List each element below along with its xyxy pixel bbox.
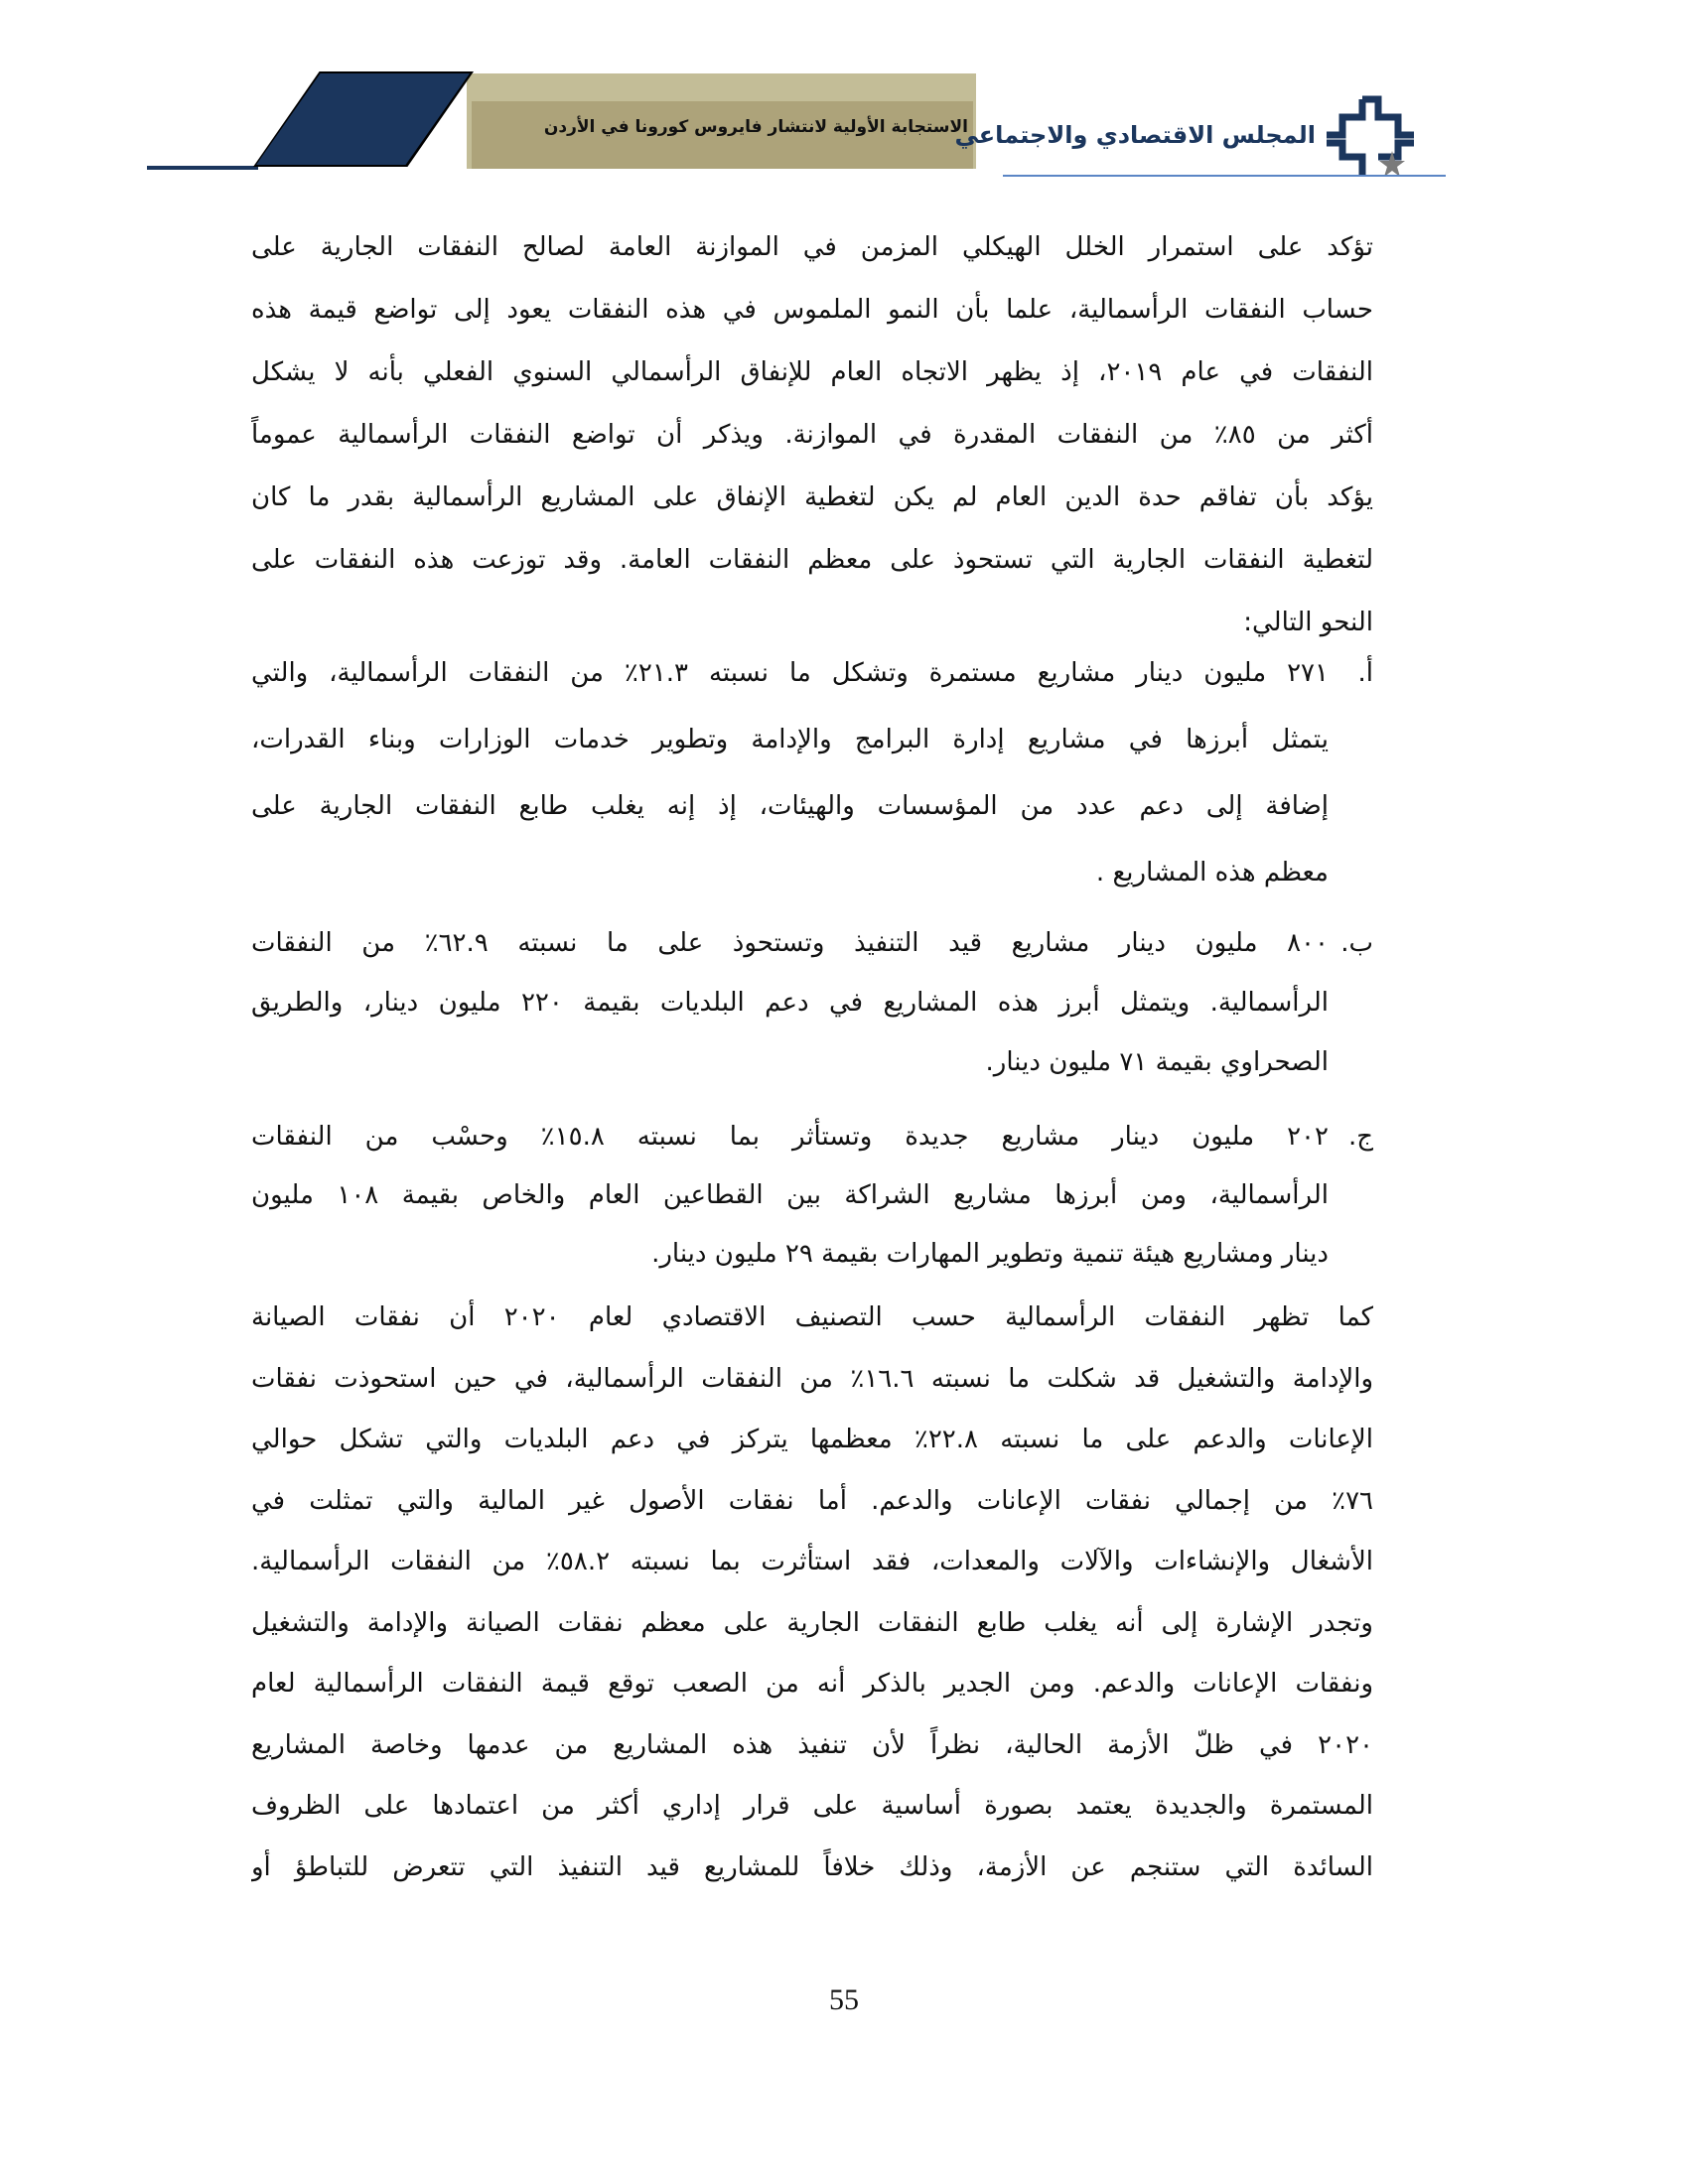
text-line: والإدامة والتشغيل قد شكلت ما نسبته ١٦.٦٪ من النفقات الرأسمالية، في حين استحوذت نفقات [251, 1363, 1373, 1394]
text-line: دينار ومشاريع هيئة تنمية وتطوير المهارات بقيمة ٢٩ مليون دينار. [651, 1239, 1329, 1269]
header-parallelogram [256, 73, 470, 165]
organization-logo-icon [1323, 95, 1442, 177]
text-line: ونفقات الإعانات والدعم. ومن الجدير بالذكر أنه من الصعب توقع قيمة النفقات الرأسمالية لعام [251, 1669, 1373, 1699]
text-line: لتغطية النفقات الجارية التي تستحوذ على معظم النفقات العامة. وقد توزعت هذه النفقات على [251, 545, 1373, 575]
header-rule [1003, 175, 1446, 177]
text-line: الأشغال والإنشاءات والآلات والمعدات، فقد استأثرت بما نسبته ٥٨.٢٪ من النفقات الرأسمالية. [251, 1547, 1373, 1576]
text-line: وتجدر الإشارة إلى أنه يغلب طابع النفقات الجارية على معظم نفقات الصيانة والإدامة والتشغيل [251, 1607, 1373, 1638]
organization-name: المجلس الاقتصادي والاجتماعي [954, 121, 1316, 149]
text-line: النحو التالي: [1243, 608, 1373, 637]
list-item [251, 913, 1373, 1092]
text-line: ٨٠٠ مليون دينار مشاريع قيد التنفيذ وتستحوذ على ما نسبته ٦٢.٩٪ من النفقات [251, 928, 1329, 958]
text-line: يتمثل أبرزها في مشاريع إدارة البرامج والإدامة وتطوير خدمات الوزارات وبناء القدرات، [251, 725, 1329, 754]
text-line: المستمرة والجديدة يعتمد بصورة أساسية على قرار إداري أكثر من اعتمادها على الظروف [251, 1791, 1373, 1821]
list-marker: أ. [1357, 658, 1373, 688]
text-line: حساب النفقات الرأسمالية، علما بأن النمو الملموس في هذه النفقات يعود إلى تواضع قيمة هذه [251, 295, 1373, 325]
text-line: ٢٠٢٠ في ظلّ الأزمة الحالية، نظراً لأن تنفيذ هذه المشاريع من عدمها وخاصة المشاريع [251, 1729, 1373, 1760]
list-marker: ب. [1340, 928, 1373, 958]
header-left-rule [147, 166, 258, 170]
text-line: الإعانات والدعم على ما نسبته ٢٢.٨٪ معظمها يتركز في دعم البلديات والتي تشكل حوالي [251, 1425, 1373, 1454]
text-line: يؤكد بأن تفاقم حدة الدين العام لم يكن لتغطية الإنفاق على المشاريع الرأسمالية بقدر ما كان [251, 482, 1373, 512]
text-line: الرأسمالية، ومن أبرزها مشاريع الشراكة بين القطاعين العام والخاص بقيمة ١٠٨ مليون [251, 1180, 1329, 1210]
text-line: ٢٧١ مليون دينار مشاريع مستمرة وتشكل ما نسبته ٢١.٣٪ من النفقات الرأسمالية، والتي [251, 658, 1329, 688]
text-line: إضافة إلى دعم عدد من المؤسسات والهيئات، إذ إنه يغلب طابع النفقات الجارية على [251, 791, 1329, 821]
text-line: معظم هذه المشاريع . [1095, 858, 1329, 887]
text-line: الصحراوي بقيمة ٧١ مليون دينار. [985, 1047, 1329, 1077]
text-line: ٢٠٢ مليون دينار مشاريع جديدة وتستأثر بما نسبته ١٥.٨٪ وحسْب من النفقات [251, 1122, 1329, 1152]
text-line: الرأسمالية. ويتمثل أبرز هذه المشاريع في دعم البلديات بقيمة ٢٢٠ مليون دينار، والطريق [251, 988, 1329, 1018]
text-line: أكثر من ٨٥٪ من النفقات المقدرة في الموازنة. ويذكر أن تواضع النفقات الرأسمالية عموماً [251, 420, 1373, 450]
list-marker: ج. [1347, 1122, 1373, 1152]
text-line: السائدة التي ستنجم عن الأزمة، وذلك خلافاً للمشاريع قيد التنفيذ التي تتعرض للتباطؤ أو [251, 1851, 1373, 1882]
list-item [251, 640, 1373, 906]
text-line: كما تظهر النفقات الرأسمالية حسب التصنيف الاقتصادي لعام ٢٠٢٠ أن نفقات الصيانة [251, 1302, 1373, 1332]
list-item [251, 1108, 1373, 1284]
text-line: تؤكد على استمرار الخلل الهيكلي المزمن في الموازنة العامة لصالح النفقات الجارية على [251, 232, 1373, 262]
page-number: 55 [829, 1983, 859, 2016]
paragraph-economic-classification [251, 1288, 1373, 1898]
text-line: النفقات في عام ٢٠١٩، إذ يظهر الاتجاه العام للإنفاق الرأسمالي السنوي الفعلي بأنه لا يشكل [251, 357, 1373, 387]
text-line: ٧٦٪ من إجمالي نفقات الإعانات والدعم. أما نفقات الأصول غير المالية والتي تمثلت في [251, 1485, 1373, 1516]
document-title: الاستجابة الأولية لانتشار فايروس كورونا في الأردن [543, 117, 968, 137]
paragraph-intro [251, 216, 1373, 654]
